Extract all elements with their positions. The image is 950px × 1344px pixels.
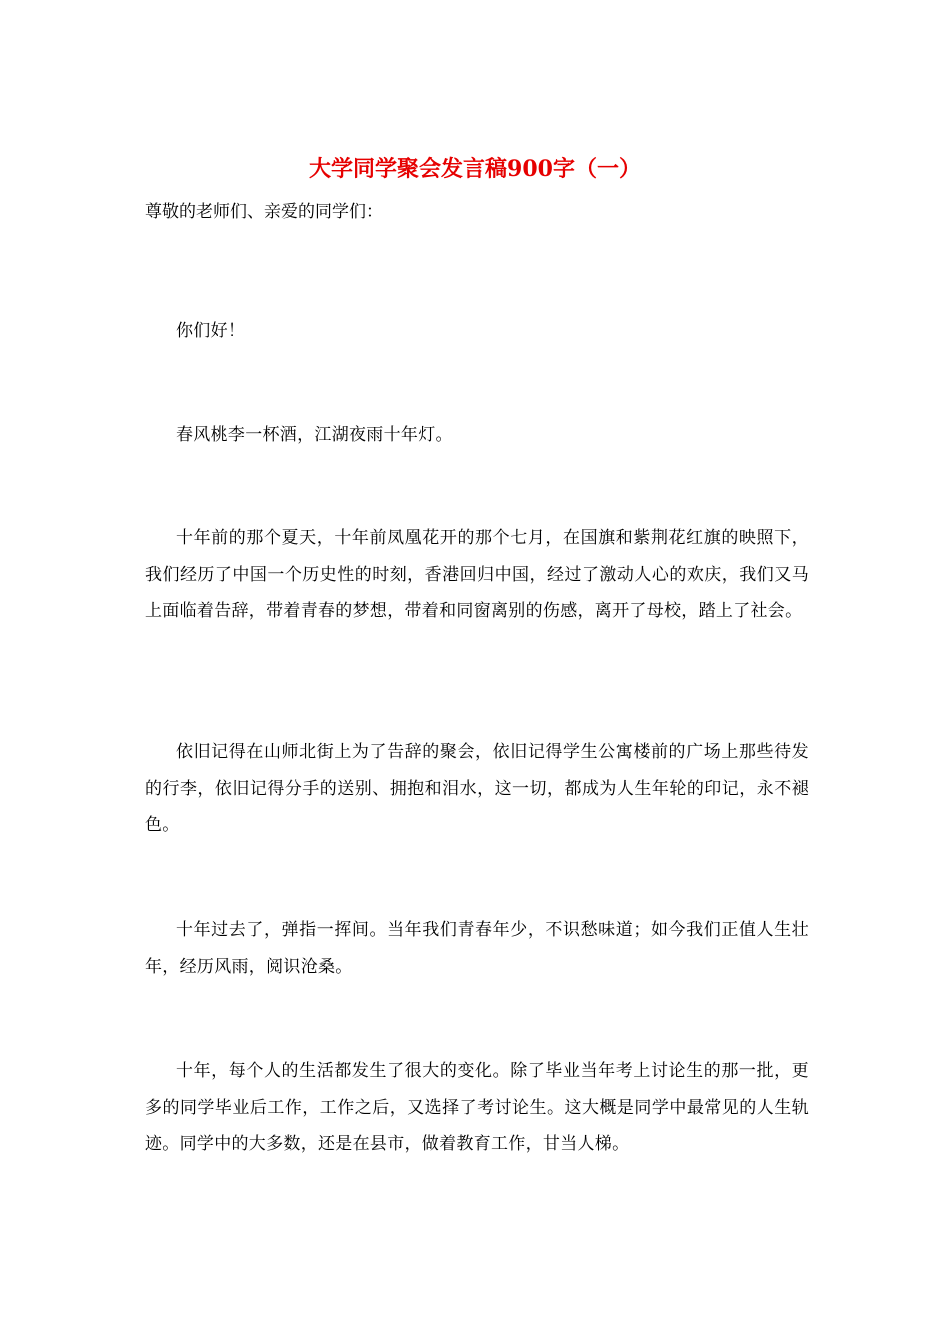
paragraph-ten-years-passed: 十年过去了，弹指一挥间。当年我们青春年少，不识愁味道；如今我们正值人生壮年，经历风雨，阅识沧桑。: [145, 920, 809, 977]
salutation: 尊敬的老师们、亲爱的同学们：: [145, 202, 383, 222]
paragraph-memories: 依旧记得在山师北街上为了告辞的聚会，依旧记得学生公寓楼前的广场上那些待发的行李，依旧记得分手的送别、拥抱和泪水，这一切，都成为人生年轮的印记，永不褪色。: [145, 742, 809, 835]
paragraph-greeting: 你们好！: [176, 321, 246, 341]
document-title: 大学同学聚会发言稿900字（一）: [309, 156, 641, 182]
paragraph-ten-years-ago: 十年前的那个夏天，十年前凤凰花开的那个七月，在国旗和紫荆花红旗的映照下，我们经历了中国一个历史性的时刻，香港回归中国，经过了激动人心的欢庆，我们又马上面临着告辞，带着青春的梦想，带着和同窗离别的伤感，离开了母校，踏上了社会。: [145, 528, 809, 621]
paragraph-poem: 春风桃李一杯酒，江湖夜雨十年灯。: [176, 425, 453, 445]
paragraph-life-changes: 十年，每个人的生活都发生了很大的变化。除了毕业当年考上讨论生的那一批，更多的同学毕业后工作，工作之后，又选择了考讨论生。这大概是同学中最常见的人生轨迹。同学中的大多数，还是在县市，做着教育工作，甘当人梯。: [145, 1061, 809, 1154]
